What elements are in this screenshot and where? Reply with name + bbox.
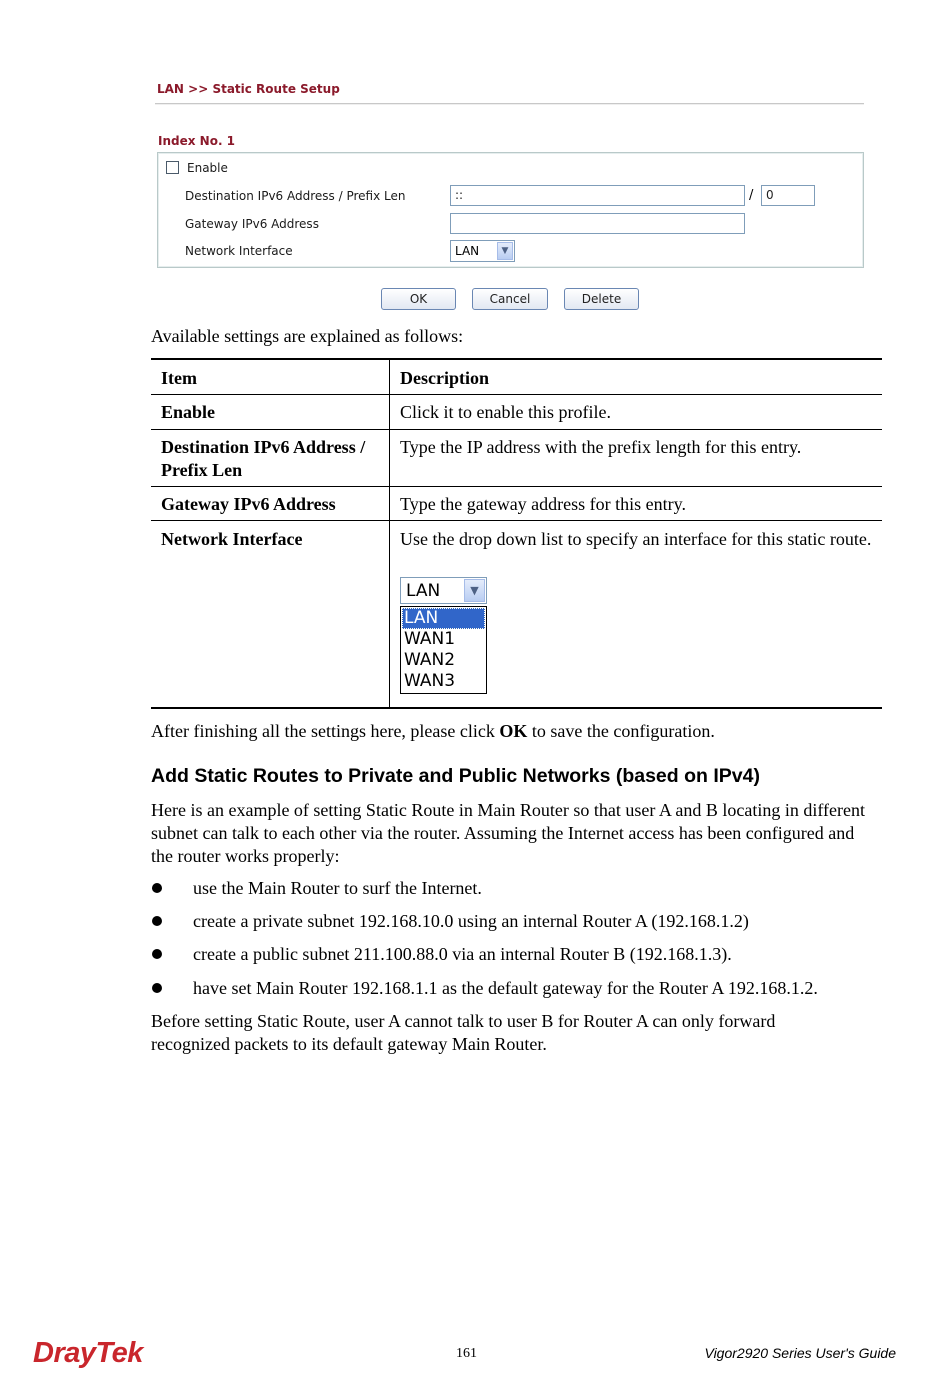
table-header-description: Description bbox=[400, 368, 489, 388]
cancel-button[interactable]: Cancel bbox=[472, 288, 548, 310]
table-row-item: Gateway IPv6 Address bbox=[161, 494, 336, 514]
table-top-rule bbox=[151, 358, 882, 360]
dropdown-option-wan3: WAN3 bbox=[404, 671, 456, 691]
after-text bbox=[151, 720, 876, 743]
table-row-desc: Type the IP address with the prefix length for this entry. bbox=[400, 437, 802, 457]
table-row-desc: Click it to enable this profile. bbox=[400, 402, 611, 422]
table-row-item: Enable bbox=[161, 402, 216, 422]
gateway-label: Gateway IPv6 Address bbox=[185, 217, 319, 231]
page-number: 161 bbox=[456, 1346, 477, 1361]
title-divider bbox=[155, 103, 864, 105]
section-heading: Add Static Routes to Private and Public Networks (based on IPv4) bbox=[151, 765, 760, 787]
table-bottom-rule bbox=[151, 707, 882, 709]
list-item: use the Main Router to surf the Internet. bbox=[193, 878, 482, 898]
chevron-down-icon[interactable]: ▼ bbox=[497, 242, 513, 260]
network-interface-select[interactable] bbox=[450, 240, 515, 262]
table-row-item: Network Interface bbox=[161, 529, 303, 549]
breadcrumb: LAN >> Static Route Setup bbox=[157, 82, 340, 96]
table-rule bbox=[151, 429, 882, 430]
enable-checkbox[interactable] bbox=[166, 161, 179, 174]
dropdown-option-lan: LAN bbox=[402, 608, 485, 629]
bullet-icon bbox=[152, 983, 162, 993]
guide-title: Vigor2920 Series User's Guide bbox=[704, 1345, 896, 1361]
ok-button[interactable]: OK bbox=[381, 288, 456, 310]
index-label: Index No. 1 bbox=[158, 134, 236, 148]
prefix-separator: / bbox=[749, 188, 754, 203]
list-item: create a public subnet 211.100.88.0 via an internal Router B (192.168.1.3). bbox=[193, 944, 732, 964]
draytek-logo: DrayTek bbox=[33, 1337, 143, 1369]
closing-paragraph: Before setting Static Route, user A cannot talk to user B for Router A can only forward recognized packets to its default gateway Main Router. bbox=[151, 1011, 776, 1054]
dropdown-option-wan1: WAN1 bbox=[404, 629, 456, 649]
list-item: create a private subnet 192.168.10.0 using an internal Router A (192.168.1.2) bbox=[193, 911, 749, 931]
dropdown-selected-value: LAN bbox=[406, 581, 441, 601]
table-rule bbox=[151, 520, 882, 521]
after-text-ok: OK bbox=[499, 721, 528, 741]
interface-dropdown-list bbox=[400, 606, 487, 694]
table-header-item: Item bbox=[161, 368, 197, 388]
destination-ipv6-input[interactable]: :: bbox=[450, 185, 745, 206]
destination-label: Destination IPv6 Address / Prefix Len bbox=[185, 189, 406, 203]
example-paragraph: Here is an example of setting Static Route in Main Router so that user A and B locating in different subnet can talk to each other via the router. Assuming the Internet access has been configured and the router works properly: bbox=[151, 800, 866, 866]
table-row-desc: Type the gateway address for this entry. bbox=[400, 494, 686, 514]
intro-text: Available settings are explained as follows: bbox=[151, 326, 464, 346]
prefix-length-input[interactable]: 0 bbox=[761, 185, 815, 206]
delete-button[interactable]: Delete bbox=[564, 288, 639, 310]
table-row-desc: Use the drop down list to specify an interface for this static route. bbox=[400, 529, 872, 549]
dropdown-option-wan2: WAN2 bbox=[404, 650, 456, 670]
table-column-divider bbox=[389, 360, 390, 707]
network-interface-value: LAN bbox=[455, 244, 480, 258]
gateway-ipv6-input[interactable] bbox=[450, 213, 745, 234]
network-interface-label: Network Interface bbox=[185, 244, 293, 258]
enable-label: Enable bbox=[187, 161, 228, 175]
bullet-icon bbox=[152, 949, 162, 959]
interface-dropdown-image bbox=[400, 577, 487, 604]
table-rule bbox=[151, 394, 882, 395]
list-item: have set Main Router 192.168.1.1 as the default gateway for the Router A 192.168.1.2. bbox=[193, 978, 818, 998]
table-row-item: Destination IPv6 Address / Prefix Len bbox=[161, 437, 366, 480]
bullet-icon bbox=[152, 883, 162, 893]
table-rule bbox=[151, 486, 882, 487]
chevron-down-icon: ▼ bbox=[464, 579, 485, 602]
after-text-pre: After finishing all the settings here, please click bbox=[151, 721, 500, 741]
after-text-post: to save the configuration. bbox=[527, 721, 715, 741]
bullet-icon bbox=[152, 916, 162, 926]
